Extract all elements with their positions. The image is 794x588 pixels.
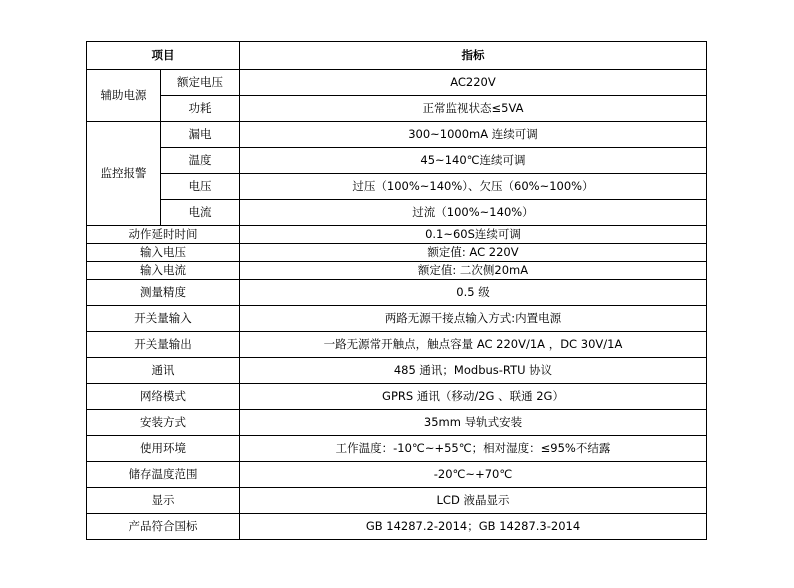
table-row	[87, 262, 707, 280]
row-value: GB 14287.2-2014；GB 14287.3-2014	[240, 514, 707, 540]
row-value: 过流（100%~140%）	[240, 200, 707, 226]
table-row	[87, 70, 707, 96]
row-value: -20℃~+70℃	[240, 462, 707, 488]
row-label: 安装方式	[87, 410, 240, 436]
row-value: 0.5 级	[240, 280, 707, 306]
row-label: 额定电压	[161, 70, 240, 96]
table-row	[87, 174, 707, 200]
table-row	[87, 488, 707, 514]
row-label: 温度	[161, 148, 240, 174]
table-row	[87, 96, 707, 122]
row-label: 使用环境	[87, 436, 240, 462]
row-value: 35mm 导轨式安装	[240, 410, 707, 436]
row-value: 额定值: 二次侧20mA	[240, 262, 707, 280]
table-row	[87, 514, 707, 540]
row-value: 过压（100%~140%）、欠压（60%~100%）	[240, 174, 707, 200]
row-value: 额定值: AC 220V	[240, 244, 707, 262]
table-row	[87, 148, 707, 174]
row-value: AC220V	[240, 70, 707, 96]
table-row	[87, 226, 707, 244]
header-spec: 指标	[240, 42, 707, 70]
row-label: 开关量输出	[87, 332, 240, 358]
spec-table	[86, 41, 707, 540]
row-value: LCD 液晶显示	[240, 488, 707, 514]
row-value: 485 通讯；Modbus-RTU 协议	[240, 358, 707, 384]
row-value: 工作温度：-10℃~+55℃；相对湿度：≤95%不结露	[240, 436, 707, 462]
row-value: 一路无源常开触点，触点容量 AC 220V/1A ，DC 30V/1A	[240, 332, 707, 358]
row-value: 两路无源干接点输入方式:内置电源	[240, 306, 707, 332]
row-value: 45~140℃连续可调	[240, 148, 707, 174]
row-label: 产品符合国标	[87, 514, 240, 540]
row-value: 0.1~60S连续可调	[240, 226, 707, 244]
table-row	[87, 410, 707, 436]
group-monitor-alarm: 监控报警	[87, 122, 161, 226]
table-row	[87, 244, 707, 262]
table-row	[87, 358, 707, 384]
row-label: 输入电流	[87, 262, 240, 280]
row-label: 网络模式	[87, 384, 240, 410]
row-label: 储存温度范围	[87, 462, 240, 488]
row-label: 动作延时时间	[87, 226, 240, 244]
group-aux-power: 辅助电源	[87, 70, 161, 122]
row-label: 开关量输入	[87, 306, 240, 332]
row-label: 漏电	[161, 122, 240, 148]
row-label: 测量精度	[87, 280, 240, 306]
table-row	[87, 384, 707, 410]
row-label: 电流	[161, 200, 240, 226]
row-label: 显示	[87, 488, 240, 514]
table-row	[87, 306, 707, 332]
table-row	[87, 280, 707, 306]
table-row	[87, 436, 707, 462]
table-row	[87, 462, 707, 488]
row-value: GPRS 通讯（移动/2G 、联通 2G）	[240, 384, 707, 410]
table-row	[87, 122, 707, 148]
row-label: 电压	[161, 174, 240, 200]
header-row	[87, 42, 707, 70]
table-row	[87, 332, 707, 358]
row-value: 正常监视状态≤5VA	[240, 96, 707, 122]
row-label: 输入电压	[87, 244, 240, 262]
row-label: 功耗	[161, 96, 240, 122]
row-value: 300~1000mA 连续可调	[240, 122, 707, 148]
row-label: 通讯	[87, 358, 240, 384]
header-item: 项目	[87, 42, 240, 70]
table-row	[87, 200, 707, 226]
